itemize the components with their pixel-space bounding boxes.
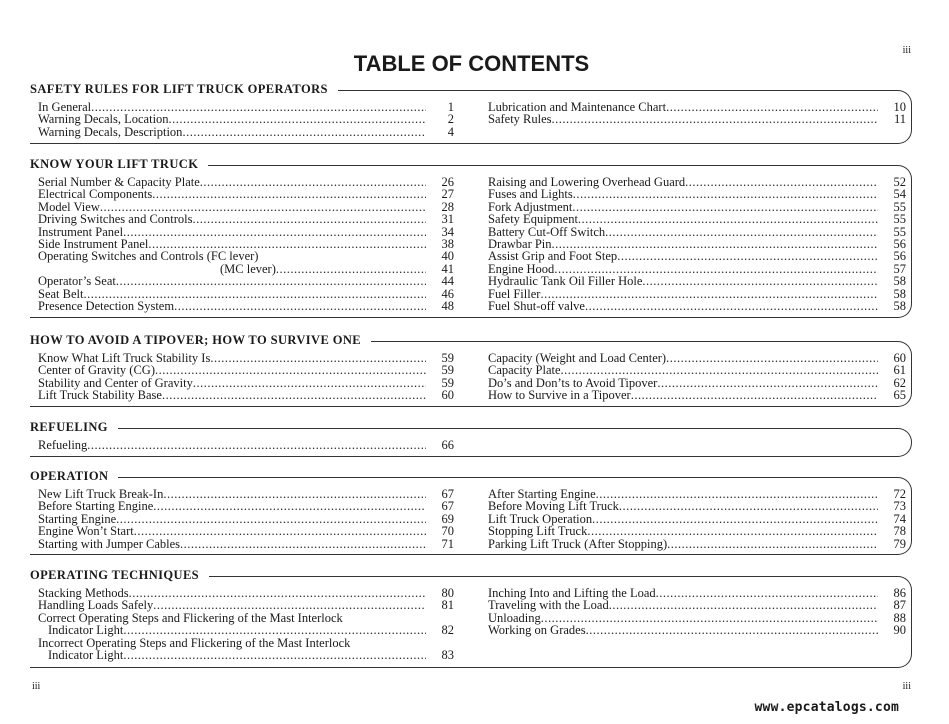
toc-entry-label: Indicator Light bbox=[48, 648, 124, 663]
toc-entry[interactable] bbox=[488, 500, 906, 512]
toc-entry-page: 28 bbox=[441, 199, 454, 214]
toc-entry-label: How to Survive in a Tipover bbox=[488, 388, 631, 403]
toc-entry-page: 90 bbox=[893, 623, 906, 638]
toc-column-left bbox=[38, 587, 454, 661]
toc-entry-label: Operator’s Seat bbox=[38, 274, 116, 289]
toc-entry-label: Operating Switches and Controls (FC lever) bbox=[38, 249, 259, 264]
toc-entry[interactable] bbox=[488, 188, 906, 200]
page-number-bottom-left: iii bbox=[32, 681, 41, 692]
toc-entry-label: New Lift Truck Break-In bbox=[38, 487, 164, 501]
toc-entry-label: Presence Detection System bbox=[38, 299, 175, 314]
toc-entry[interactable] bbox=[38, 275, 454, 287]
toc-entry-page: 54 bbox=[893, 187, 906, 202]
toc-entry-page: 59 bbox=[441, 375, 454, 390]
toc-entry-page: 10 bbox=[893, 100, 906, 114]
toc-entry[interactable] bbox=[38, 364, 454, 376]
toc-entry-page: 61 bbox=[893, 363, 906, 378]
toc-entry-page: 69 bbox=[441, 511, 454, 526]
toc-entry-label: Before Moving Lift Truck bbox=[488, 499, 619, 514]
toc-entry-page: 46 bbox=[441, 286, 454, 301]
toc-entry[interactable] bbox=[38, 113, 454, 125]
toc-entry-page: 82 bbox=[441, 623, 454, 638]
section-heading: HOW TO AVOID A TIPOVER; HOW TO SURVIVE ONE bbox=[30, 333, 371, 348]
toc-entry-label: Stopping Lift Truck bbox=[488, 524, 588, 539]
toc-entry-label: Warning Decals, Description bbox=[38, 124, 183, 139]
toc-entry-label: Incorrect Operating Steps and Flickering of the Mast Interlock bbox=[38, 635, 351, 650]
toc-entry[interactable] bbox=[38, 126, 454, 138]
toc-entry-label: Assist Grip and Foot Step bbox=[488, 249, 618, 264]
toc-entry-page: 59 bbox=[441, 351, 454, 365]
toc-entry[interactable] bbox=[488, 113, 906, 125]
toc-entry-page: 87 bbox=[893, 598, 906, 613]
toc-entry-label: Lubrication and Maintenance Chart bbox=[488, 100, 667, 114]
toc-entry-page: 66 bbox=[441, 438, 454, 452]
toc-entry-page: 60 bbox=[441, 388, 454, 403]
toc-entry-label: Stability and Center of Gravity bbox=[38, 375, 193, 390]
toc-entry-label: Indicator Light bbox=[48, 623, 124, 638]
toc-entry[interactable] bbox=[488, 300, 906, 312]
toc-entry-label: Drawbar Pin bbox=[488, 237, 552, 252]
toc-entry-page: 71 bbox=[441, 536, 454, 551]
toc-entry-page: 58 bbox=[893, 286, 906, 301]
toc-entry-label: Hydraulic Tank Oil Filler Hole bbox=[488, 274, 643, 289]
page-number-bottom-right: iii bbox=[902, 681, 911, 692]
toc-entry[interactable] bbox=[488, 538, 906, 550]
toc-entry-label: Lift Truck Operation bbox=[488, 511, 593, 526]
toc-entry-label: Instrument Panel bbox=[38, 224, 124, 239]
section-operating-techniques bbox=[30, 568, 912, 668]
toc-entry[interactable] bbox=[38, 213, 454, 225]
toc-entry-label: Seat Belt bbox=[38, 286, 84, 301]
toc-entry-page: 44 bbox=[441, 274, 454, 289]
toc-entry-page: 52 bbox=[893, 175, 906, 189]
toc-entry-label: Correct Operating Steps and Flickering of the Mast Interlock bbox=[38, 610, 343, 625]
toc-entry-label: After Starting Engine bbox=[488, 487, 596, 501]
toc-entry-label: Before Starting Engine bbox=[38, 499, 154, 514]
toc-entry-label: Center of Gravity (CG) bbox=[38, 363, 155, 378]
toc-entry[interactable] bbox=[488, 389, 906, 401]
toc-entry-label: Raising and Lowering Overhead Guard bbox=[488, 175, 686, 189]
toc-entry[interactable] bbox=[38, 624, 454, 636]
toc-entry-page: 58 bbox=[893, 274, 906, 289]
toc-entry[interactable] bbox=[38, 649, 454, 661]
toc-entry-label: Starting Engine bbox=[38, 511, 117, 526]
toc-entry-page: 59 bbox=[441, 363, 454, 378]
toc-entry-page: 55 bbox=[893, 212, 906, 227]
toc-entry-label: Unloading bbox=[488, 610, 541, 625]
toc-entry-page: 65 bbox=[893, 388, 906, 403]
toc-entry-page: 62 bbox=[893, 375, 906, 390]
toc-entry-page: 86 bbox=[893, 586, 906, 600]
section-heading: OPERATION bbox=[30, 469, 118, 484]
toc-entry-page: 41 bbox=[441, 261, 454, 276]
toc-entry[interactable] bbox=[488, 213, 906, 225]
section-know-your-lift-truck bbox=[30, 157, 912, 318]
section-heading: REFUELING bbox=[30, 420, 118, 435]
toc-entry-label: Working on Grades bbox=[488, 623, 586, 638]
toc-entry-label: Fuel Filler bbox=[488, 286, 541, 301]
toc-entry-page: 88 bbox=[893, 610, 906, 625]
toc-entry[interactable] bbox=[38, 500, 454, 512]
toc-column-left bbox=[38, 176, 454, 312]
toc-entry-page: 78 bbox=[893, 524, 906, 539]
toc-entry-label: Parking Lift Truck (After Stopping) bbox=[488, 536, 668, 551]
section-safety-rules bbox=[30, 82, 912, 144]
section-heading: SAFETY RULES FOR LIFT TRUCK OPERATORS bbox=[30, 82, 338, 97]
toc-entry-page: 67 bbox=[441, 487, 454, 501]
toc-entry[interactable] bbox=[488, 364, 906, 376]
toc-entry-page: 26 bbox=[441, 175, 454, 189]
toc-entry[interactable] bbox=[38, 439, 454, 451]
toc-column-right bbox=[488, 488, 906, 550]
toc-entry-page: 79 bbox=[893, 536, 906, 551]
toc-column-left bbox=[38, 101, 454, 138]
toc-entry-page: 34 bbox=[441, 224, 454, 239]
section-tipover bbox=[30, 333, 912, 407]
toc-entry-label: Stacking Methods bbox=[38, 586, 129, 600]
toc-entry-page: 1 bbox=[447, 100, 454, 114]
toc-entry-label: Capacity Plate bbox=[488, 363, 561, 378]
toc-entry[interactable] bbox=[38, 389, 454, 401]
toc-entry-page: 55 bbox=[893, 199, 906, 214]
toc-entry-label: Starting with Jumper Cables bbox=[38, 536, 180, 551]
toc-entry-label: Lift Truck Stability Base bbox=[38, 388, 162, 403]
toc-entry[interactable] bbox=[38, 250, 454, 262]
toc-entry[interactable] bbox=[38, 300, 454, 312]
toc-entry-page: 60 bbox=[893, 351, 906, 365]
toc-entry-page: 56 bbox=[893, 237, 906, 252]
toc-entry-label: Know What Lift Truck Stability Is bbox=[38, 351, 211, 365]
toc-entry-page: 11 bbox=[893, 112, 906, 127]
toc-entry-label: Side Instrument Panel bbox=[38, 237, 149, 252]
toc-entry-page: 4 bbox=[447, 124, 454, 139]
toc-entry-page: 48 bbox=[441, 299, 454, 314]
toc-entry[interactable] bbox=[488, 250, 906, 262]
toc-entry-label: Warning Decals, Location bbox=[38, 112, 169, 127]
toc-entry-label: Capacity (Weight and Load Center) bbox=[488, 351, 667, 365]
toc-column-right bbox=[488, 587, 906, 637]
toc-entry-page: 80 bbox=[441, 586, 454, 600]
toc-entry-label: Battery Cut-Off Switch bbox=[488, 224, 606, 239]
toc-column-right bbox=[488, 176, 906, 312]
toc-column-left bbox=[38, 488, 454, 550]
toc-entry-page: 73 bbox=[893, 499, 906, 514]
toc-entry-page: 56 bbox=[893, 249, 906, 264]
page-number-top: iii bbox=[902, 45, 911, 56]
toc-entry-label: (MC lever) bbox=[220, 261, 276, 276]
toc-entry-label: Fork Adjustment bbox=[488, 199, 573, 214]
toc-entry-label: In General bbox=[38, 100, 92, 114]
toc-entry-page: 70 bbox=[441, 524, 454, 539]
toc-entry[interactable] bbox=[488, 624, 906, 636]
toc-entry-label: Traveling with the Load bbox=[488, 598, 609, 613]
section-heading: KNOW YOUR LIFT TRUCK bbox=[30, 157, 208, 172]
toc-entry-page: 55 bbox=[893, 224, 906, 239]
toc-column-left bbox=[38, 352, 454, 402]
toc-entry-label: Inching Into and Lifting the Load bbox=[488, 586, 656, 600]
toc-entry-label: Do’s and Don’ts to Avoid Tipover bbox=[488, 375, 658, 390]
toc-entry-label: Model View bbox=[38, 199, 100, 214]
page-title: TABLE OF CONTENTS bbox=[353, 51, 590, 76]
toc-entry-page: 27 bbox=[441, 187, 454, 202]
toc-entry[interactable] bbox=[488, 275, 906, 287]
toc-column-right bbox=[488, 352, 906, 402]
toc-entry-page: 2 bbox=[447, 112, 454, 127]
toc-entry-label: Engine Won’t Start bbox=[38, 524, 134, 539]
toc-entry-page: 40 bbox=[441, 249, 454, 264]
toc-entry-label: Safety Equipment bbox=[488, 212, 578, 227]
toc-entry-page: 83 bbox=[441, 648, 454, 663]
toc-entry-label: Refueling bbox=[38, 438, 88, 452]
toc-entry[interactable] bbox=[488, 599, 906, 611]
toc-entry-page: 81 bbox=[441, 598, 454, 613]
toc-entry-page: 67 bbox=[441, 499, 454, 514]
toc-column-right bbox=[488, 101, 906, 126]
toc-entry[interactable] bbox=[38, 538, 454, 550]
toc-entry[interactable] bbox=[38, 188, 454, 200]
toc-entry-page: 74 bbox=[893, 511, 906, 526]
toc-entry-page: 58 bbox=[893, 299, 906, 314]
toc-entry-label: Electrical Components bbox=[38, 187, 153, 202]
toc-entry-label: Fuel Shut-off valve bbox=[488, 299, 585, 314]
toc-entry-page: 31 bbox=[441, 212, 454, 227]
section-heading: OPERATING TECHNIQUES bbox=[30, 568, 209, 583]
toc-entry-label: Safety Rules bbox=[488, 112, 552, 127]
toc-entry-label: Handling Loads Safely bbox=[38, 598, 154, 613]
toc-entry[interactable] bbox=[38, 525, 454, 537]
section-refueling bbox=[30, 420, 912, 457]
toc-entry-label: Fuses and Lights bbox=[488, 187, 573, 202]
watermark-url: www.epcatalogs.com bbox=[754, 700, 899, 715]
toc-entry-page: 57 bbox=[893, 261, 906, 276]
toc-entry[interactable] bbox=[38, 599, 454, 611]
toc-entry-label: Engine Hood bbox=[488, 261, 555, 276]
toc-column-left bbox=[38, 439, 454, 451]
toc-entry-page: 72 bbox=[893, 487, 906, 501]
toc-entry[interactable] bbox=[488, 525, 906, 537]
section-operation bbox=[30, 469, 912, 555]
toc-entry-page: 38 bbox=[441, 237, 454, 252]
toc-entry-label: Driving Switches and Controls bbox=[38, 212, 193, 227]
toc-entry-label: Serial Number & Capacity Plate bbox=[38, 175, 200, 189]
